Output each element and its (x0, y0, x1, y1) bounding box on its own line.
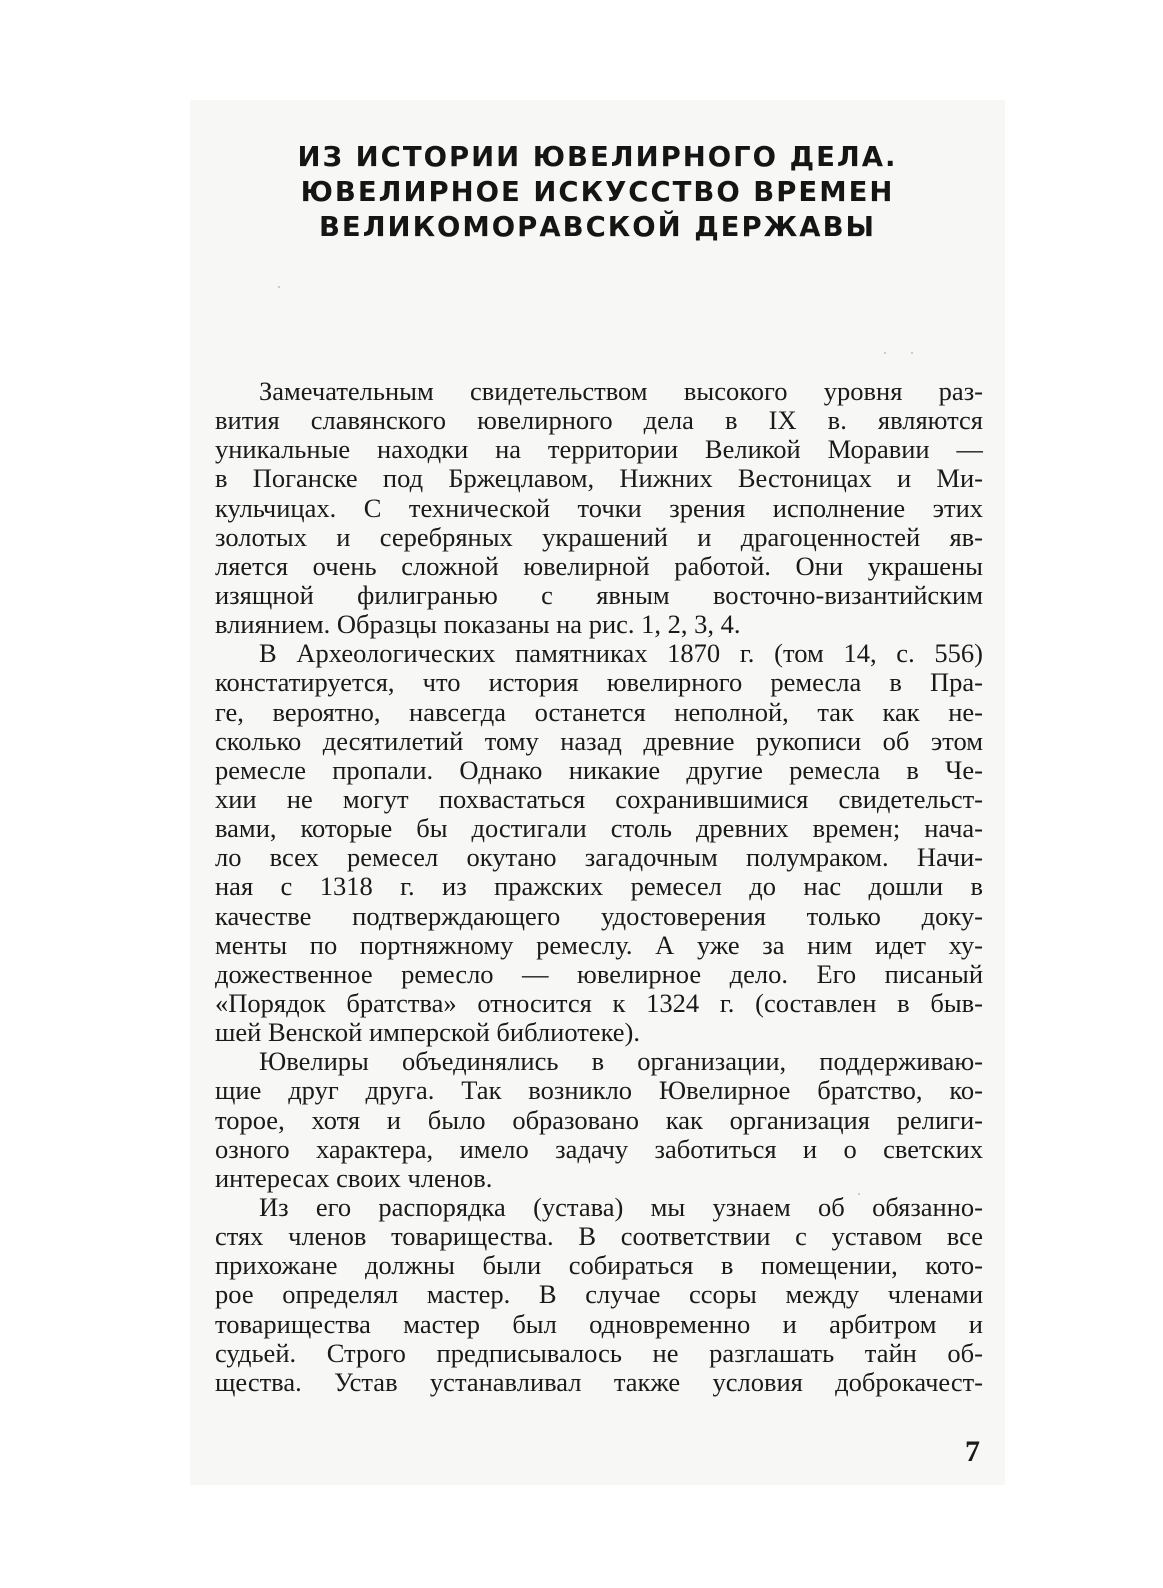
paragraph (215, 639, 983, 1047)
text-line: вития славянского ювелирного дела в IX в. являются (215, 406, 983, 436)
text-line: озного характера, имело задачу заботиться и о светских (215, 1134, 983, 1164)
paragraph (215, 377, 983, 639)
text-line: уникальные находки на территории Великой Моравии — (215, 435, 983, 465)
text-line: вами, которые бы достигали столь древних времен; нача- (215, 814, 983, 844)
text-line: Ювелиры объединялись в организации, поддерживаю- (259, 1047, 983, 1077)
text-line: рое определял мастер. В случае ссоры между членами (215, 1280, 983, 1310)
text-line: золотых и серебряных украшений и драгоценностей яв- (215, 522, 983, 552)
text-line: влиянием. Образцы показаны на рис. 1, 2, 3, 4. (215, 610, 741, 640)
text-line: в Поганске под Бржецлавом, Нижних Вестоницах и Ми- (215, 464, 983, 494)
text-line: качестве подтверждающего удостоверения только доку- (215, 901, 983, 931)
text-line: ляется очень сложной ювелирной работой. Они украшены (215, 551, 983, 581)
text-line: товарищества мастер был одновременно и арбитром и (215, 1309, 983, 1339)
text-line: хии не могут похвастаться сохранившимися свидетельст- (215, 784, 983, 814)
text-line: «Порядок братства» относится к 1324 г. (составлен в быв- (215, 988, 983, 1018)
text-line: стях членов товарищества. В соответствии с уставом все (215, 1222, 983, 1252)
body-text (215, 377, 983, 1397)
heading-line: ИЗ ИСТОРИИ ЮВЕЛИРНОГО ДЕЛА. (297, 141, 898, 173)
text-line: кульчицах. С технической точки зрения исполнение этих (215, 493, 983, 523)
page-number: 7 (965, 1435, 980, 1468)
text-line: торое, хотя и было образовано как организация религи- (215, 1105, 983, 1135)
paragraph (215, 1193, 983, 1397)
text-line: сколько десятилетий тому назад древние рукописи об этом (215, 726, 983, 756)
text-line: ремесле пропали. Однако никакие другие ремесла в Че- (215, 755, 983, 785)
paragraph (215, 1047, 983, 1193)
heading-line: ЮВЕЛИРНОЕ ИСКУССТВО ВРЕМЕН (300, 176, 895, 208)
text-line: Замечательным свидетельством высокого уровня раз- (259, 377, 983, 406)
text-line: дожественное ремесло — ювелирное дело. Его писаный (215, 959, 983, 989)
text-line: изящной филигранью с явным восточно-византийским (215, 580, 983, 610)
text-line: В Археологических памятниках 1870 г. (том 14, с. 556) (259, 639, 983, 669)
heading-line: ВЕЛИКОМОРАВСКОЙ ДЕРЖАВЫ (318, 211, 877, 243)
scan-speck (278, 286, 280, 288)
scan-speck (884, 352, 886, 354)
text-line: ге, вероятно, навсегда останется неполной, так как не- (215, 697, 983, 727)
text-line: ло всех ремесел окутано загадочным полумраком. Начи- (215, 843, 983, 873)
text-line: ная с 1318 г. из пражских ремесел до нас дошли в (215, 872, 983, 902)
scan-speck (911, 352, 913, 354)
text-line: щие друг друга. Так возникло Ювелирное братство, ко- (215, 1076, 983, 1106)
text-line: Из его распорядка (устава) мы узнаем об обязанно- (259, 1192, 983, 1222)
text-line: менты по портняжному ремеслу. А уже за ним идет ху- (215, 930, 983, 960)
text-line: прихожане должны были собираться в помещении, кото- (215, 1251, 983, 1281)
text-line: судьей. Строго предписывалось не разглашать тайн об- (215, 1338, 983, 1368)
text-line: шей Венской имперской библиотеке). (215, 1018, 640, 1048)
text-line: интересах своих членов. (215, 1163, 493, 1193)
text-line: констатируется, что история ювелирного ремесла в Пра- (215, 668, 983, 698)
text-line: щества. Устав устанавливал также условия доброкачест- (215, 1367, 983, 1397)
chapter-heading (190, 140, 1005, 245)
